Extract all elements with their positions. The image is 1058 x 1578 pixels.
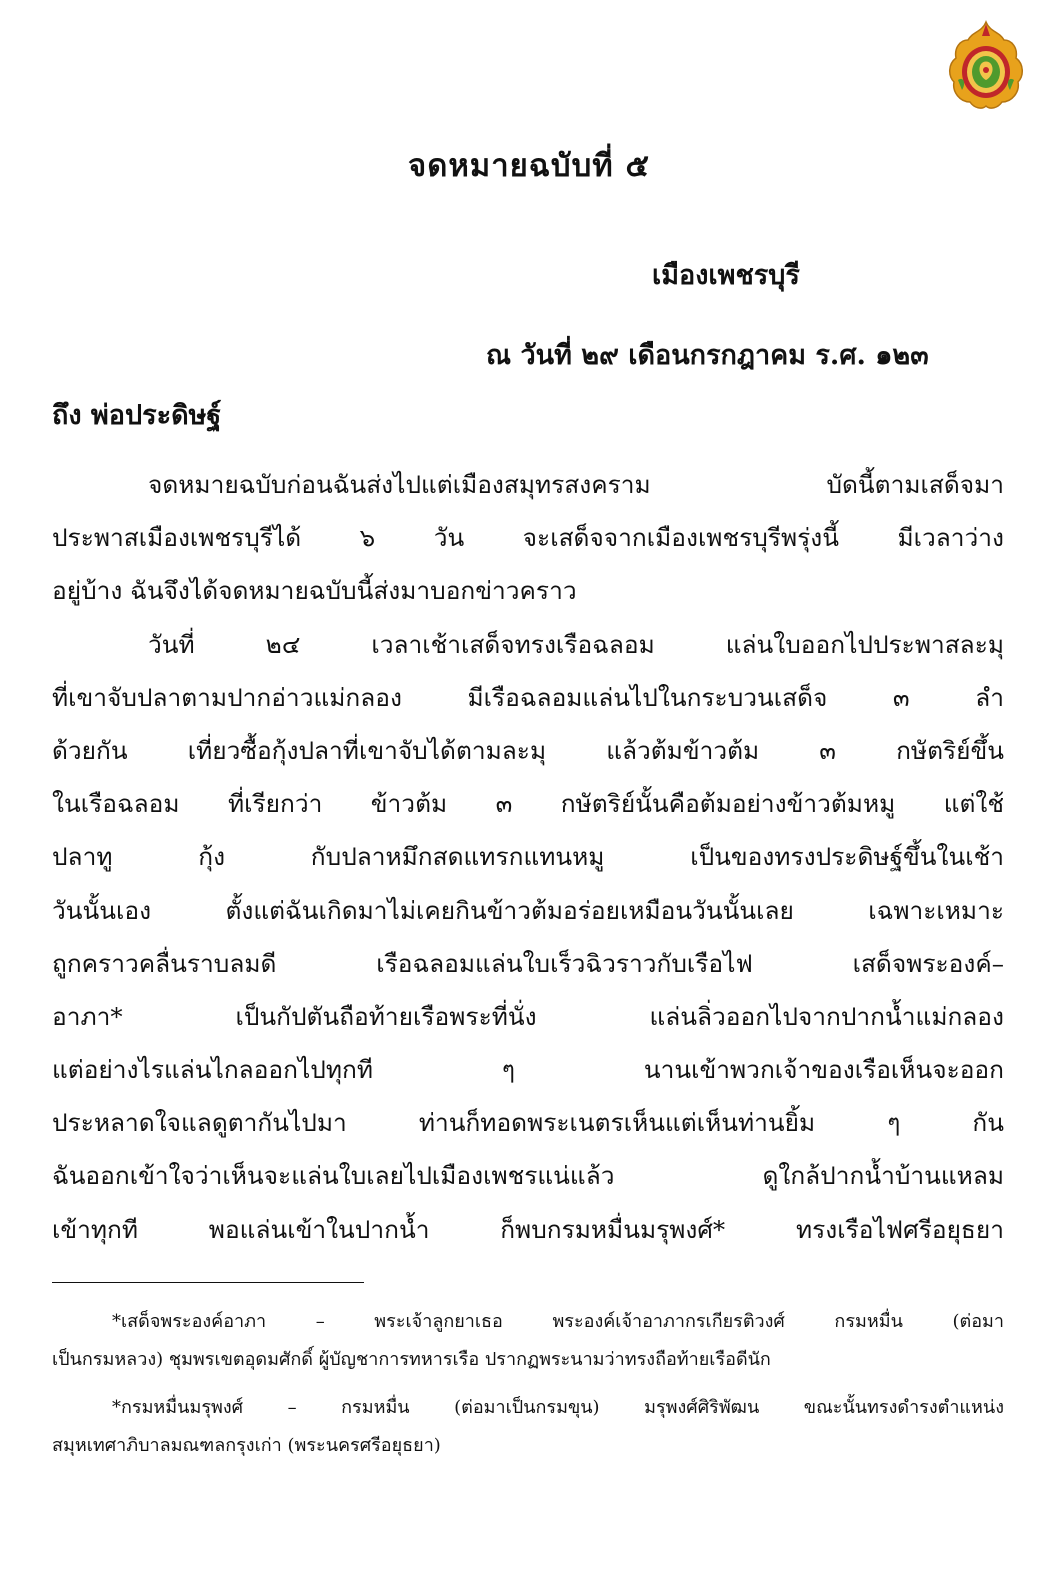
ministry-emblem-icon [946,18,1026,110]
footnote-line: *เสด็จพระองค์อาภา – พระเจ้าลูกยาเธอ พระองค์เจ้าอาภากรเกียรติวงศ์ กรมหมื่น (ต่อมา [112,1311,1004,1332]
body-line: ในเรือฉลอม ที่เรียกว่า ข้าวต้ม ๓ กษัตริย์นั้นคือต้มอย่างข้าวต้มหมู แต่ใช้ [52,789,1004,819]
body-line: จดหมายฉบับก่อนฉันส่งไปแต่เมืองสมุทรสงคราม บัดนี้ตามเสด็จมา [148,470,1004,499]
footnote-divider [52,1282,364,1283]
letter-place: เมืองเพชรบุรี [652,260,800,291]
footnotes [52,1303,1004,1465]
body-line: ด้วยกัน เที่ยวซื้อกุ้งปลาที่เขาจับได้ตามละมุ แล้วต้มข้าวต้ม ๓ กษัตริย์ขึ้น [52,735,1004,765]
body-line: วันที่ ๒๔ เวลาเช้าเสด็จทรงเรือฉลอม แล่นใบออกไปประพาสละมุ [148,629,1004,659]
letter-title: จดหมายฉบับที่ ๕ [408,148,650,184]
body-line: ประหลาดใจแลดูตากันไปมา ท่านก็ทอดพระเนตรเห็นแต่เห็นท่านยิ้ม ๆ กัน [52,1108,1004,1138]
footnote-line: *กรมหมื่นมรุพงศ์ – กรมหมื่น (ต่อมาเป็นกรมขุน) มรุพงศ์ศิริพัฒน ขณะนั้นทรงดำรงตำแหน่ง [112,1397,1004,1418]
body-line: ที่เขาจับปลาตามปากอ่าวแม่กลอง มีเรือฉลอมแล่นไปในกระบวนเสด็จ ๓ ลำ [52,682,1004,712]
body-line: ถูกคราวคลื่นราบลมดี เรือฉลอมแล่นใบเร็วฉิวราวกับเรือไฟ เสด็จพระองค์– [52,948,1004,978]
body-line: ประพาสเมืองเพชรบุรีได้ ๖ วัน จะเสด็จจากเมืองเพชรบุรีพรุ่งนี้ มีเวลาว่าง [52,523,1004,553]
footnote-line: เป็นกรมหลวง) ชุมพรเขตอุดมศักดิ์ ผู้บัญชาการทหารเรือ ปรากฏพระนามว่าทรงถือท้ายเรือดีนัก [52,1349,771,1370]
body-line: แต่อย่างไรแล่นไกลออกไปทุกที ๆ นานเข้าพวกเจ้าของเรือเห็นจะออก [52,1055,1004,1085]
body-line: วันนั้นเอง ตั้งแต่ฉันเกิดมาไม่เคยกินข้าวต้มอร่อยเหมือนวันนั้นเลย เฉพาะเหมาะ [52,895,1004,925]
letter-body [52,458,1004,1256]
body-line: ปลาทู กุ้ง กับปลาหมึกสดแทรกแทนหมู เป็นของทรงประดิษฐ์ขึ้นในเช้า [52,842,1004,872]
body-line: อาภา* เป็นกัปตันถือท้ายเรือพระที่นั่ง แล่นลิ่วออกไปจากปากน้ำแม่กลอง [52,1001,1004,1031]
body-line: เข้าทุกที พอแล่นเข้าในปากน้ำ ก็พบกรมหมื่นมรุพงศ์* ทรงเรือไฟศรีอยุธยา [52,1214,1004,1244]
letter-date: ณ วันที่ ๒๙ เดือนกรกฎาคม ร.ศ. ๑๒๓ [486,340,929,371]
letter-salutation: ถึง พ่อประดิษฐ์ [52,400,222,431]
body-line: อยู่บ้าง ฉันจึงได้จดหมายฉบับนี้ส่งมาบอกข่าวคราว [52,576,577,606]
footnote-line: สมุหเทศาภิบาลมณฑลกรุงเก่า (พระนครศรีอยุธยา) [52,1435,441,1456]
body-line: ฉันออกเข้าใจว่าเห็นจะแล่นใบเลยไปเมืองเพชรแน่แล้ว ดูใกล้ปากน้ำบ้านแหลม [52,1161,1004,1191]
